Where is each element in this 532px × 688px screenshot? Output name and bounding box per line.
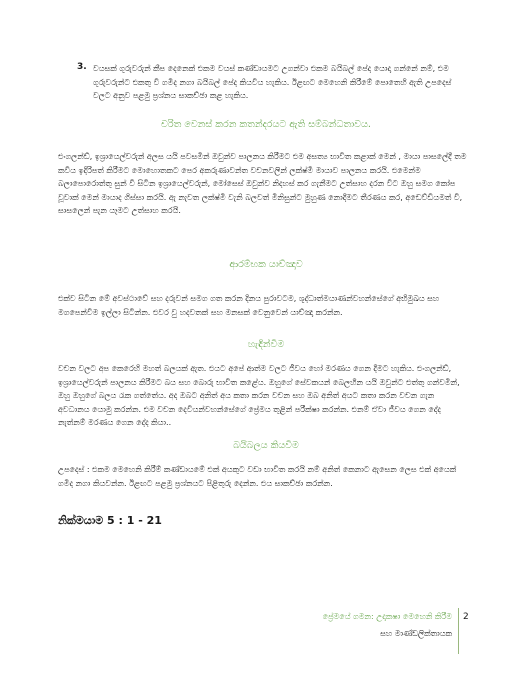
paragraph-bible-reading: උපදෙස් : එකම මෙහෙනි කිරීම් කණ්ඩායමේ එක් අයකුට වඩා භාවිත කරයි නම් අනිත් කෙනාට ඇසෙන ලෙස එක් අයෙක් ගමිද නගා කියවන්න. ඊළඟට පළමු ප්‍රශ්නයට පිළිතුරු දෙන්න. එය සාකච්ඡා කරන්න.	[58, 465, 457, 488]
section-heading-story-connection: චරිත වෙනස් කරන කතන්දරයට ඇති සම්බන්ධතාවය.	[161, 119, 371, 130]
page-number: 2	[463, 612, 469, 622]
section-heading-introduction: හැඳින්වීම	[247, 339, 285, 350]
paragraph-opening-prayer: එක්ව සිටින මේ අවස්ථාවේ සහ දරුවන් සමග ගත කරන දිනය පුරාවටම, ශුද්ධාත්මයාණන්වහන්සේගේ අභිමුඛය සහ මගපෙන්වීම ඉල්ලා සිටින්න. එවර වු හදවතක් සහ මනසක් වෙනුවෙන් යාච්ඤා කරන්න.	[58, 294, 440, 317]
paragraph-story-connection: එංගලන්ඩ්, ඉශ්‍රායෙල්වරුන් අලස යයි පවසමින් ඔවුන්ව පාලනය කිරීමට එම අසත්‍ය භාවිත කළාක් මෙන් , මායා පාසලේදී තම කවිය ඉදිරිපත් කිරීමට මොහොතකට පෙර අකරුණාවන්ත වචනවලින් ලක්ෂ්මී මායාව පාලනය කරයි. එමෙන්ම බලාපොරොත්තු සුන් වී සිටින ඉශ්‍රායෙල්වරුන්, මෝසෙස් ඔවුන්ව නිදහස් කර ගැනීමට උත්සාහ දරන විට ඔහු සමග කෝප වූවාක් මෙන් මායාද ගිස්සා කරයි. ඇ නැවත ලක්ෂ්මී වැනි බලවත් මිනිසුන්ට මුහුණ නොදීමට තීරණය කර, අඩෙව්ඩියමත් වී, සාසලෙන් පැන යෑමට උත්සාහ කරයි.	[58, 152, 467, 216]
section-heading-bible-reading: බයිබලය කියවීම	[233, 440, 299, 451]
paragraph-introduction: වචන වලට අප කෙරෙහි මහත් බලයක් ඇත. එයට අපේ ආත්ම වලට ජීවය හෝ මරණය ගෙන දීමට හැකිය. එංගලන්ඩ්, ඉශ්‍රායෙල්වරුන් පාලනය කිරීමට බය සහ බොරු භාවිත කළේය. ඔහුගේ සේවකයන් බෙලහීන යයි ඔවුන්ට එත්තු ගන්වමින්, ඔහු ඔහුගේ බලය රැක ගත්තේය. අද ඔබට අනිත් අය කතා කරන වචන සහ ඔබ අනිත් අයට කතා කරන වචන ගැන අවධානය යොමු කරන්න. එම වචන දෙවියන්වහන්සේගේ ප්‍රේමය තුළින් පරීක්ෂා කරන්න. එනම් ඒවා ජීවය ගෙන දේද නැත්නම් මරණය ගෙන දේද කියා..	[58, 364, 460, 428]
footer-title: ප්‍රේමයේ ගමන: උදාක‍ෂා මෙහෙනි කිරීම	[322, 612, 452, 621]
list-item-text: වයසක් ගුරුවරුන් කීප දෙනෙක් එකම වයස් කණ්ඩායමට උගන්වා එකම බයිබල් පේද යොදා ගන්නේ නම්, එම ගුරුවරුන්ට එකතු වී ගමිද නගා බයිබල් පේද කියවිය හැකිය. ඊළඟට මෙහෙනි කිරීමේ පොතෙහි ඇති උපදෙස් වලට අනුව පළමු ප්‍රශ්නය සාකච්ඡා කළ හැකිය.	[93, 64, 452, 101]
section-heading-opening-prayer: ආරම්භක යාච්ඤාව	[229, 259, 303, 270]
list-item-number: 3.	[77, 62, 87, 72]
scripture-reference: නික්මයාම 5 : 1 - 21	[58, 514, 162, 527]
footer-divider	[458, 608, 459, 654]
footer-subtitle: සහ මාණ්ඩලික්තායක	[380, 629, 452, 638]
